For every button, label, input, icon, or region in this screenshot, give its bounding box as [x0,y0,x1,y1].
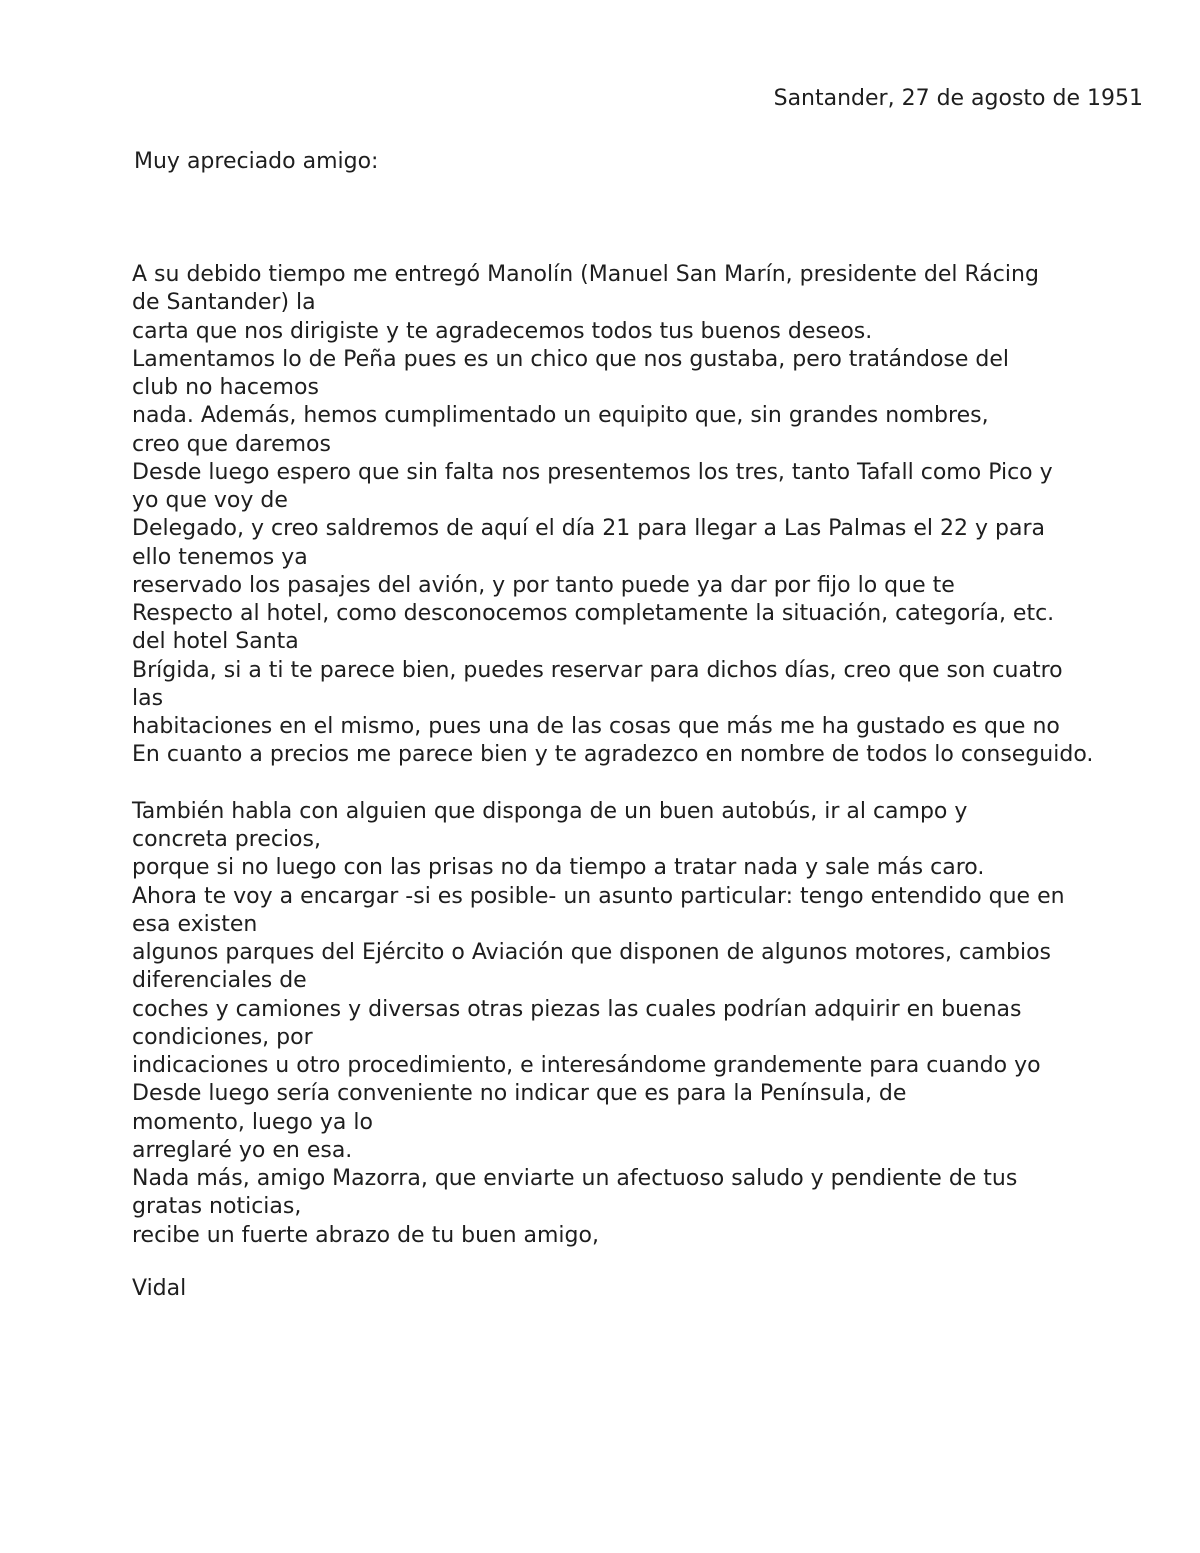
body-line: reservado los pasajes del avión, y por tanto puede ya dar por fijo lo que te [132,572,955,598]
body-line: Ahora te voy a encargar -si es posible- un asunto particular: tengo entendido que en [132,883,1065,909]
body-line: arreglaré yo en esa. [132,1137,353,1163]
body-line: condiciones, por [132,1024,313,1050]
body-line: indicaciones u otro procedimiento, e interesándome grandemente para cuando yo [132,1053,1041,1078]
body-line: Delegado, y creo saldremos de aquí el día 21 para llegar a Las Palmas el 22 y para [132,516,1045,542]
body-line: En cuanto a precios me parece bien y te agradezco en nombre de todos lo conseguido. [132,742,1094,768]
body-line: Desde luego espero que sin falta nos presentemos los tres, tanto Tafall como Pico y [132,459,1053,485]
body-line: club no hacemos [132,375,319,400]
body-line: ello tenemos ya [132,544,308,570]
letter-salutation: Muy apreciado amigo: [134,149,379,174]
body-line: Lamentamos lo de Peña pues es un chico que nos gustaba, pero tratándose del [132,346,1010,372]
body-line: habitaciones en el mismo, pues una de las cosas que más me ha gustado es que no [132,714,1060,739]
body-line: las [132,685,164,711]
body-line: momento, luego ya lo [132,1109,373,1135]
body-line: creo que daremos [132,431,331,457]
body-line: Desde luego sería conveniente no indicar que es para la Península, de [132,1081,907,1107]
body-line: Nada más, amigo Mazorra, que enviarte un afectuoso saludo y pendiente de tus [132,1166,1018,1191]
body-line: Brígida, si a ti te parece bien, puedes reservar para dichos días, creo que son cuatro [132,657,1063,683]
body-line: yo que voy de [132,488,288,513]
body-line: coches y camiones y diversas otras piezas las cuales podrían adquirir en buenas [132,996,1022,1022]
body-line: concreta precios, [132,827,321,852]
body-line: diferenciales de [132,968,307,994]
body-line: recibe un fuerte abrazo de tu buen amigo, [132,1222,599,1248]
letter-date: Santander, 27 de agosto de 1951 [773,86,1143,111]
body-line: gratas noticias, [132,1194,302,1220]
body-line: También habla con alguien que disponga de un buen autobús, ir al campo y [132,798,968,824]
body-line: del hotel Santa [132,629,299,655]
body-line: algunos parques del Ejército o Aviación que disponen de algunos motores, cambios [132,940,1051,965]
body-line: de Santander) la [132,290,316,316]
blank-line [132,770,1093,798]
body-line: esa existen [132,911,258,937]
letter-body [132,261,1093,1250]
body-line: carta que nos dirigiste y te agradecemos todos tus buenos deseos. [132,318,873,344]
body-line: porque si no luego con las prisas no da tiempo a tratar nada y sale más caro. [132,855,985,881]
body-line: Respecto al hotel, como desconocemos completamente la situación, categoría, etc. [132,601,1055,626]
body-line: A su debido tiempo me entregó Manolín (Manuel San Marín, presidente del Rácing [132,262,1039,287]
letter-signature: Vidal [132,1276,187,1301]
body-line: nada. Además, hemos cumplimentado un equipito que, sin grandes nombres, [132,403,989,429]
